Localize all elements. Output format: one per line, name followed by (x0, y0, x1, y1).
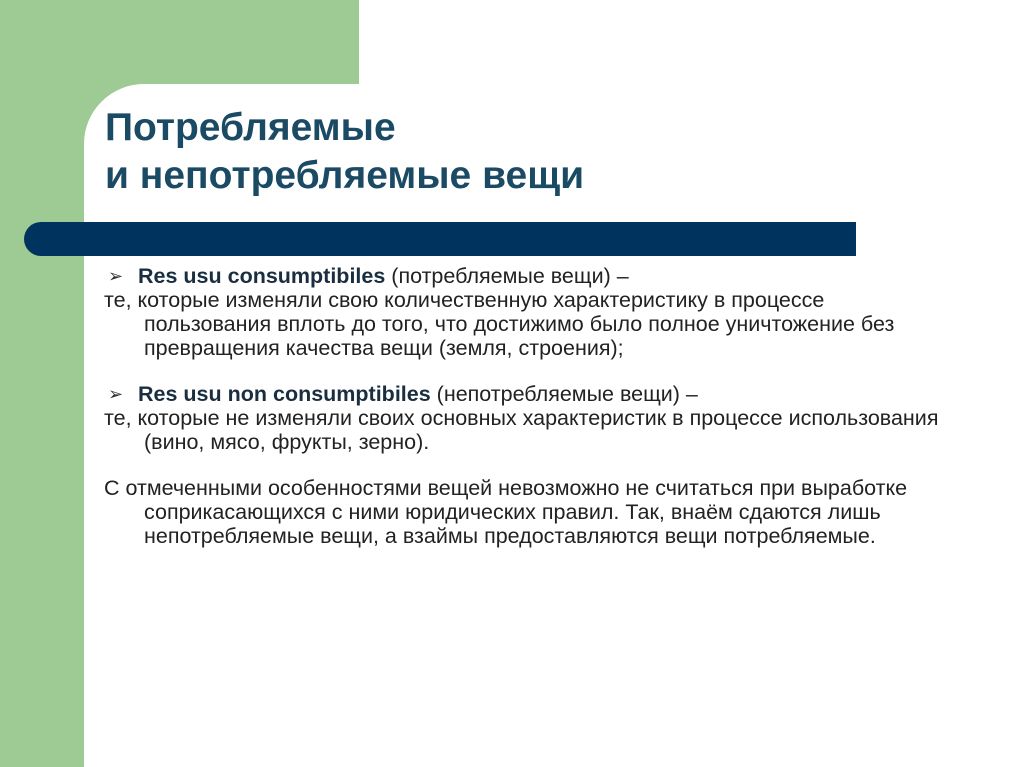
bullet-item-2 (104, 382, 954, 406)
title-line-1: Потребляемые (105, 106, 396, 149)
arrow-bullet-icon: ➢ (108, 266, 124, 286)
description-1: те, которые изменяли свою количественную характеристику в процессе пользования вплоть до того, что достижимо было полное уничтожение без превращения качества вещи (земля, строения); (104, 288, 895, 360)
description-2: те, которые не изменяли своих основных характеристик в процессе использования (вино, мясо, фрукты, зерно). (104, 406, 939, 454)
term-translation-2: (непотребляемые вещи) – (430, 382, 698, 406)
slide-title (105, 104, 584, 200)
slide-content (104, 264, 954, 548)
term-translation-1: (потребляемые вещи) – (385, 264, 629, 288)
green-top-panel (0, 0, 359, 84)
bullet-item-1 (104, 264, 954, 288)
conclusion-paragraph: С отмеченными особенностями вещей невозможно не считаться при выработке соприкасающихся с ними юридических правил. Так, внаём сдаются лишь непотребляемые вещи, а взаймы предоставляются вещи потребляемые. (104, 476, 908, 548)
term-consumptibiles: Res usu consumptibiles (138, 264, 386, 288)
title-line-2: и непотребляемые вещи (105, 154, 585, 197)
title-divider-bar (24, 222, 856, 256)
term-non-consumptibiles: Res usu non consumptibiles (138, 382, 431, 406)
arrow-bullet-icon: ➢ (108, 384, 124, 404)
green-side-panel (0, 0, 84, 767)
